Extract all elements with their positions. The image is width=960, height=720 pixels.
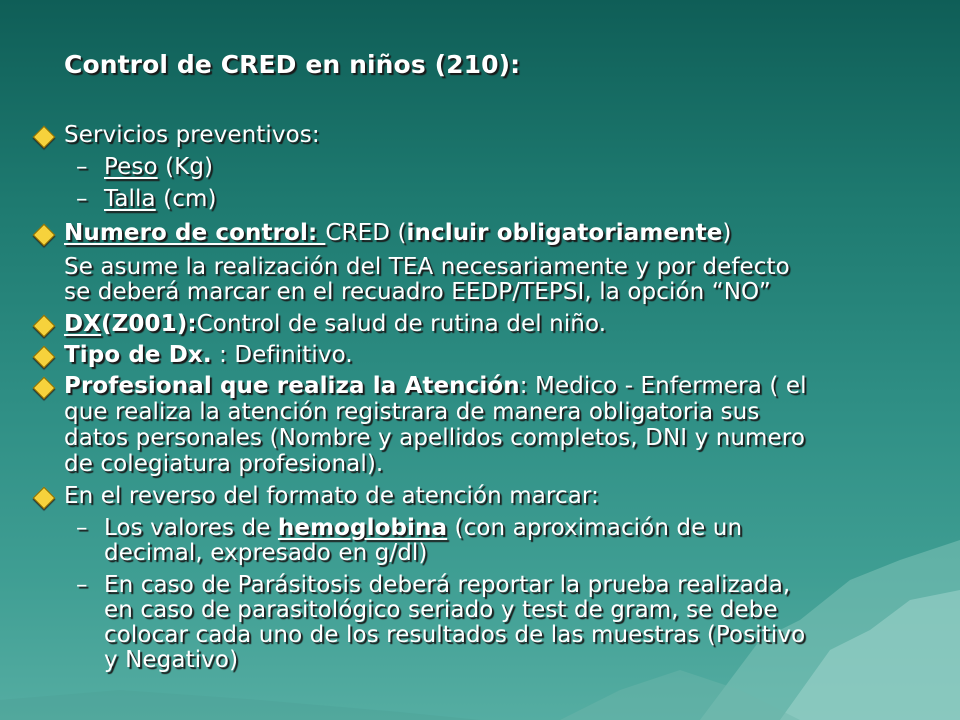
profesional-text: : Medico - Enfermera ( el xyxy=(519,373,807,399)
numero-control-label: Numero de control: xyxy=(64,220,326,246)
bullet-reverso: En el reverso del formato de atención marcar: xyxy=(64,483,599,509)
bullet-profesional-line-3: datos personales (Nombre y apellidos completos, DNI y numero xyxy=(64,425,806,451)
diamond-bullet-icon xyxy=(33,126,56,149)
sub-parasitosis-line-1: En caso de Parásitosis deberá reportar la prueba realizada, xyxy=(104,572,791,598)
dash-icon: – xyxy=(76,154,88,180)
sub-parasitosis-line-3: colocar cada uno de los resultados de las muestras (Positivo xyxy=(104,622,806,648)
slide-title: Control de CRED en niños (210): xyxy=(64,50,521,79)
dx-label: DX xyxy=(64,311,102,337)
bullet-profesional-line-2: que realiza la atención registrara de manera obligatoria sus xyxy=(64,399,760,425)
dash-icon: – xyxy=(76,515,88,541)
diamond-bullet-icon xyxy=(33,377,56,400)
dx-code: (Z001): xyxy=(101,311,197,337)
paragraph-tea-line-1: Se asume la realización del TEA necesariamente y por defecto xyxy=(64,254,790,280)
diamond-bullet-icon xyxy=(33,346,56,369)
peso-label: Peso xyxy=(104,154,158,180)
hemoglobina-prefix: Los valores de xyxy=(104,515,278,541)
bullet-servicios: Servicios preventivos: xyxy=(64,122,320,148)
sub-item-talla xyxy=(104,186,217,212)
talla-label: Talla xyxy=(104,186,156,212)
talla-unit: (cm) xyxy=(155,186,217,212)
bullet-numero-control xyxy=(64,220,732,246)
peso-unit: (Kg) xyxy=(157,154,214,180)
obligatorio-text: incluir obligatoriamente xyxy=(406,220,723,246)
paragraph-tea-line-2: se deberá marcar en el recuadro EEDP/TEPSI, la opción “NO” xyxy=(64,279,771,305)
hemoglobina-suffix: (con aproximación de un xyxy=(447,515,743,541)
tipo-dx-label: Tipo de Dx. xyxy=(64,342,212,368)
sub-parasitosis-line-4: y Negativo) xyxy=(104,647,239,673)
cred-text: CRED ( xyxy=(325,220,407,246)
close-paren: ) xyxy=(722,220,732,246)
dash-icon: – xyxy=(76,572,88,598)
dash-icon: – xyxy=(76,186,88,212)
bullet-dx xyxy=(64,311,606,337)
diamond-bullet-icon xyxy=(33,487,56,510)
profesional-label: Profesional que realiza la Atención xyxy=(64,373,520,399)
diamond-bullet-icon xyxy=(33,315,56,338)
sub-parasitosis-line-2: en caso de parasitológico seriado y test de gram, se debe xyxy=(104,597,778,623)
bullet-profesional-line-4: de colegiatura profesional). xyxy=(64,451,384,477)
bullet-profesional-line-1 xyxy=(64,373,807,399)
dx-description: Control de salud de rutina del niño. xyxy=(196,311,607,337)
hemoglobina-label: hemoglobina xyxy=(277,515,448,541)
bullet-tipo-dx xyxy=(64,342,353,368)
sub-item-peso xyxy=(104,154,213,180)
tipo-dx-value: : Definitivo. xyxy=(211,342,353,368)
sub-hemoglobina-line-2: decimal, expresado en g/dl) xyxy=(104,540,428,566)
diamond-bullet-icon xyxy=(33,224,56,247)
sub-hemoglobina-line-1 xyxy=(104,515,742,541)
